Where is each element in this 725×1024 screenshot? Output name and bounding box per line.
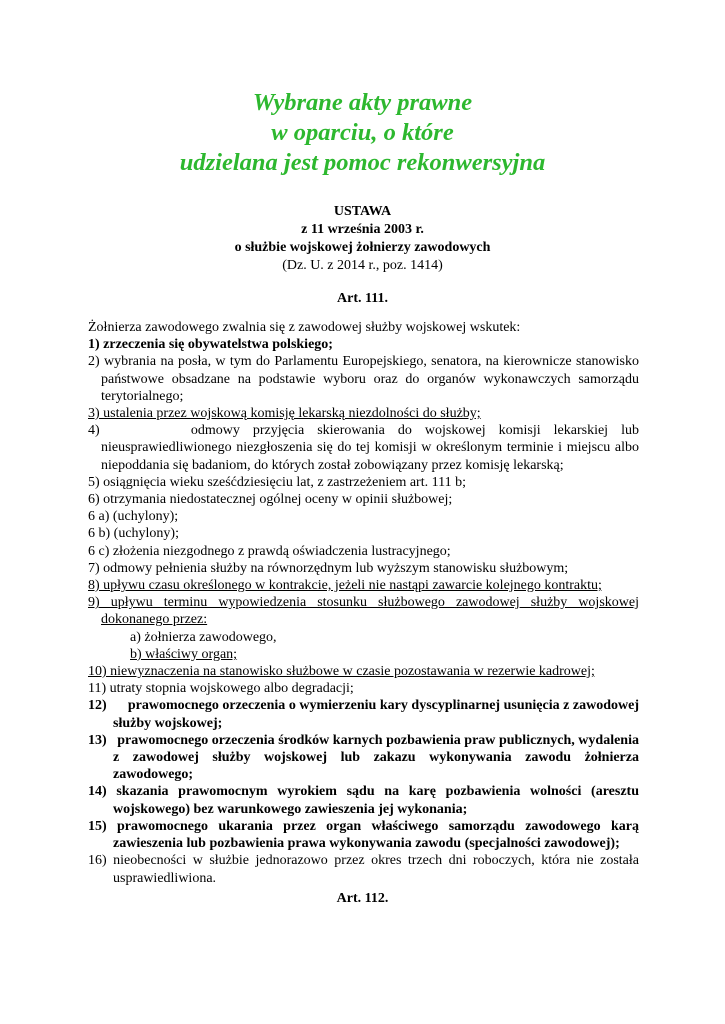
list-item: 15) prawomocnego ukarania przez organ właściwego samorządu zawodowego karą zawieszenia lub pozbawienia prawa wykonywania zawodu (specjalności zawodowej);: [88, 818, 639, 852]
list-subitem: a) żołnierza zawodowego,: [130, 629, 277, 645]
list-item: 16) nieobecności w służbie jednorazowo przez okres trzech dni roboczych, która nie została usprawiedliwiona.: [88, 853, 639, 886]
list-item: 13) prawomocnego orzeczenia środków karnych pozbawienia praw publicznych, wydalenia z zawodowej służby wojskowej lub zakazu wykonywania zawodu żołnierza zawodowego;: [88, 732, 643, 783]
list-item: 5) osiągnięcia wieku sześćdziesięciu lat, z zastrzeżeniem art. 111 b;: [88, 474, 466, 490]
article-112-heading: Art. 112.: [336, 891, 389, 906]
act-date: z 11 września 2003 r.: [301, 222, 424, 237]
article-111-heading: Art. 111.: [337, 291, 388, 306]
list-item: 6) otrzymania niedostatecznej ogólnej oceny w opinii służbowej;: [88, 492, 453, 508]
list-item: 1) zrzeczenia się obywatelstwa polskiego;: [88, 337, 333, 353]
title-line-3: udzielana jest pomoc rekonwersyjna: [179, 149, 546, 176]
article-111-body: [88, 319, 643, 887]
list-item: 8) upływu czasu określonego w kontrakcie, jeżeli nie nastąpi zawarcie kolejnego kontraktu;: [88, 578, 602, 594]
list-item: 4) odmowy przyjęcia skierowania do wojskowej komisji lekarskiej lub nieusprawiedliwionego niezgłoszenia się do tej komisji w określonym terminie i miejscu albo niepoddania się badaniom, do których został zobowiązany przez komisję lekarską;: [88, 423, 643, 473]
list-item: 10) niewyznaczenia na stanowisko służbowe w czasie pozostawania w rezerwie kadrowej;: [88, 664, 595, 680]
list-item: 6 b) (uchylony);: [88, 526, 179, 542]
list-item: 6 c) złożenia niezgodnego z prawdą oświadczenia lustracyjnego;: [88, 543, 451, 559]
act-name: o służbie wojskowej żołnierzy zawodowych: [234, 240, 491, 255]
list-item: 14) skazania prawomocnym wyrokiem sądu na karę pozbawienia wolności (aresztu wojskowego) bez warunkowego zawieszenia jej wykonania;: [88, 784, 639, 817]
list-item: 6 a) (uchylony);: [88, 509, 179, 525]
list-item: 2) wybrania na posła, w tym do Parlamentu Europejskiego, senatora, na kierownicze stanowisko państwowe obsadzane na podstawie wyboru oraz do organów wykonawczych samorządu terytorialnego;: [88, 354, 639, 404]
list-item: 7) odmowy pełnienia służby na równorzędnym lub wyższym stanowisku służbowym;: [88, 560, 569, 576]
article-intro: Żołnierza zawodowego zwalnia się z zawodowej służby wojskowej wskutek:: [88, 320, 521, 335]
act-source: (Dz. U. z 2014 r., poz. 1414): [282, 258, 443, 273]
list-item: 3) ustalenia przez wojskową komisję lekarską niezdolności do służby;: [88, 406, 481, 422]
list-item: 9) upływu terminu wypowiedzenia stosunku służbowego zawodowej służby wojskowej dokonanego przez:: [88, 595, 639, 628]
list-subitem: b) właściwy organ;: [130, 646, 238, 662]
title-line-1: Wybrane akty prawne: [252, 89, 473, 116]
title-line-2: w oparciu, o które: [271, 119, 454, 146]
document-title: [0, 88, 725, 178]
list-item: 11) utraty stopnia wojskowego albo degradacji;: [88, 681, 354, 697]
act-type: USTAWA: [333, 204, 392, 219]
list-item: 12) prawomocnego orzeczenia o wymierzeniu kary dyscyplinarnej usunięcia z zawodowej służby wojskowej;: [88, 698, 643, 731]
